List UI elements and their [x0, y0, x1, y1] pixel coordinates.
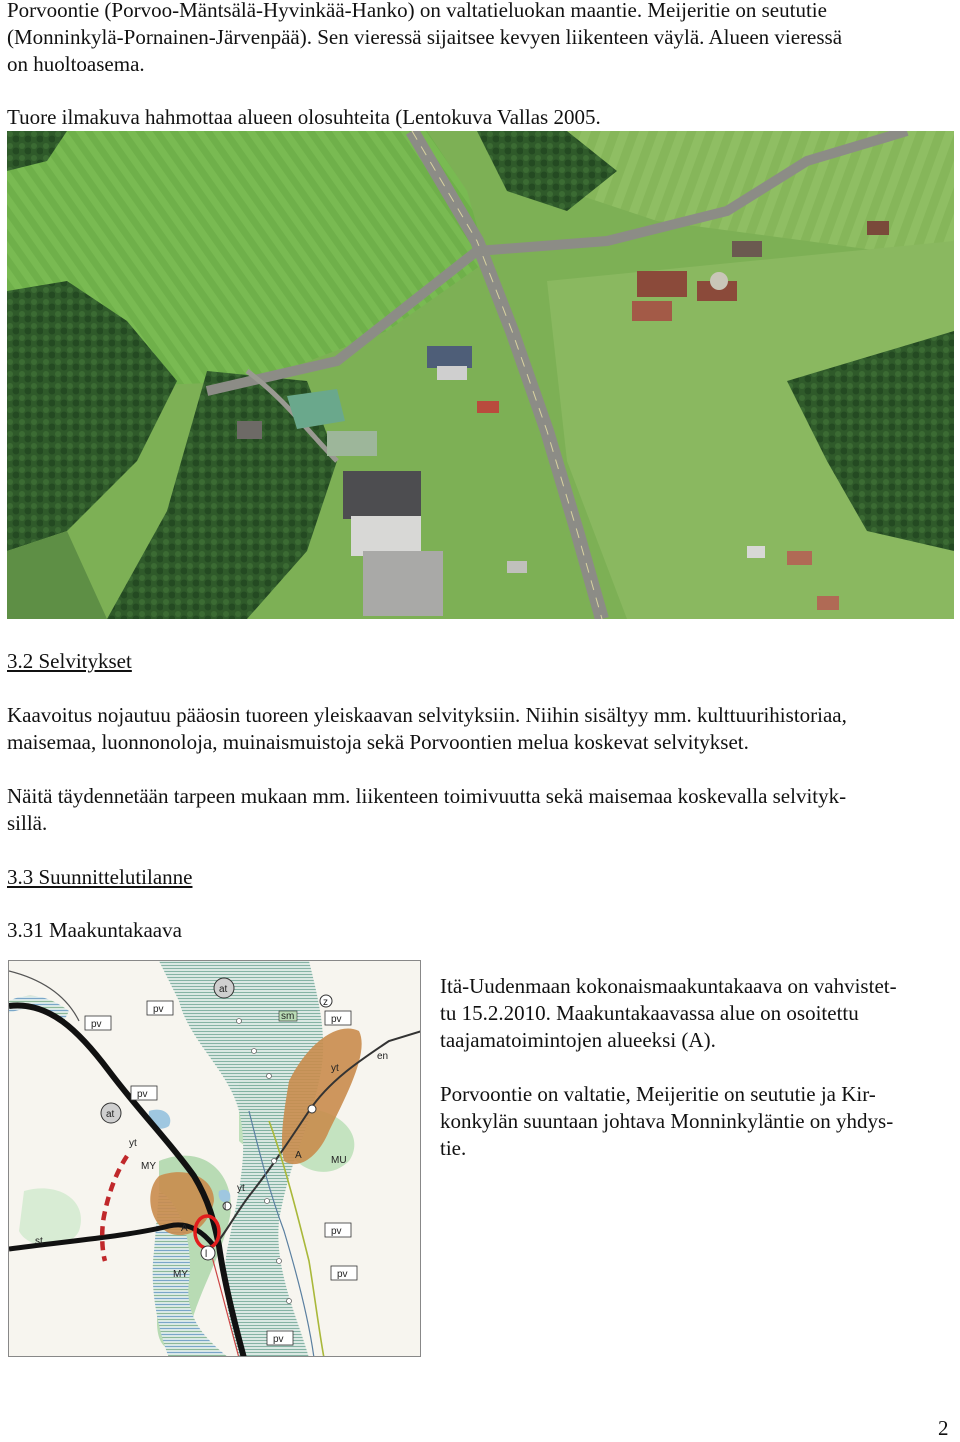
- map-label-yt: yt: [129, 1138, 137, 1149]
- map-label-my: MY: [141, 1161, 156, 1172]
- section-3-31-heading: 3.31 Maakuntakaava: [7, 918, 182, 942]
- map-label-z: z: [323, 997, 328, 1008]
- intro-line-3: on huoltoasema.: [7, 52, 145, 76]
- map-label-l: l: [224, 1202, 227, 1213]
- section-3-2-heading: 3.2 Selvitykset: [7, 649, 132, 673]
- regional-plan-map: [8, 960, 421, 1357]
- map-label-yt: yt: [237, 1183, 245, 1194]
- map-label-sm: sm: [281, 1011, 295, 1022]
- map-label-pv: pv: [337, 1269, 348, 1280]
- map-label-a: A: [181, 1223, 188, 1234]
- aerial-photo: [7, 131, 954, 619]
- map-label-at: at: [106, 1109, 115, 1120]
- map-label-pv: pv: [153, 1004, 164, 1015]
- map-label-a: A: [295, 1150, 302, 1161]
- map-label-pv: pv: [273, 1334, 284, 1345]
- intro-line-2: (Monninkylä-Pornainen-Järvenpää). Sen vieressä sijaitsee kevyen liikenteen väylä. Alueen vieressä: [7, 25, 843, 49]
- section-3-31-p2-line-1: Porvoontie on valtatie, Meijeritie on seututie ja Kir-: [440, 1082, 876, 1106]
- map-label-st: st: [35, 1236, 43, 1247]
- map-label-en: en: [377, 1051, 389, 1062]
- section-3-31-p2-line-3: tie.: [440, 1136, 467, 1160]
- map-label-pv: pv: [331, 1226, 342, 1237]
- section-3-3-heading: 3.3 Suunnittelutilanne: [7, 865, 193, 889]
- section-3-2-p2-line-1: Näitä täydennetään tarpeen mukaan mm. liikenteen toimivuutta sekä maisemaa koskevalla selvityk-: [7, 784, 847, 808]
- map-label-yt: yt: [331, 1063, 339, 1074]
- map-label-pv: pv: [137, 1089, 148, 1100]
- map-label-at: at: [219, 984, 228, 995]
- intro-line-4: Tuore ilmakuva hahmottaa alueen olosuhteita (Lentokuva Vallas 2005.: [7, 105, 601, 129]
- section-3-2-p2-line-2: sillä.: [7, 811, 48, 835]
- map-label-mu: MU: [331, 1155, 347, 1166]
- section-3-31-p2-line-2: konkylän suuntaan johtava Monninkyläntie on yhdys-: [440, 1109, 894, 1133]
- section-3-2-p1-line-2: maisemaa, luonnonoloja, muinaismuistoja sekä Porvoontien melua koskevat selvitykset.: [7, 730, 749, 754]
- intro-line-1: Porvoontie (Porvoo-Mäntsälä-Hyvinkää-Hanko) on valtatieluokan maantie. Meijeritie on seututie: [7, 0, 827, 22]
- map-label-l: l: [205, 1249, 208, 1260]
- section-3-31-p1-line-2: tu 15.2.2010. Maakuntakaavassa alue on osoitettu: [440, 1001, 859, 1025]
- map-label-pv: pv: [91, 1019, 102, 1030]
- section-3-31-p1-line-3: taajamatoimintojen alueeksi (A).: [440, 1028, 716, 1052]
- map-label-pv: pv: [331, 1014, 342, 1025]
- section-3-2-p1-line-1: Kaavoitus nojautuu pääosin tuoreen yleiskaavan selvityksiin. Niihin sisältyy mm. kulttuurihistoriaa,: [7, 703, 847, 727]
- page-number: 2: [938, 1416, 949, 1440]
- section-3-31-p1-line-1: Itä-Uudenmaan kokonaismaakuntakaava on vahvistet-: [440, 974, 897, 998]
- map-label-my: MY: [173, 1269, 188, 1280]
